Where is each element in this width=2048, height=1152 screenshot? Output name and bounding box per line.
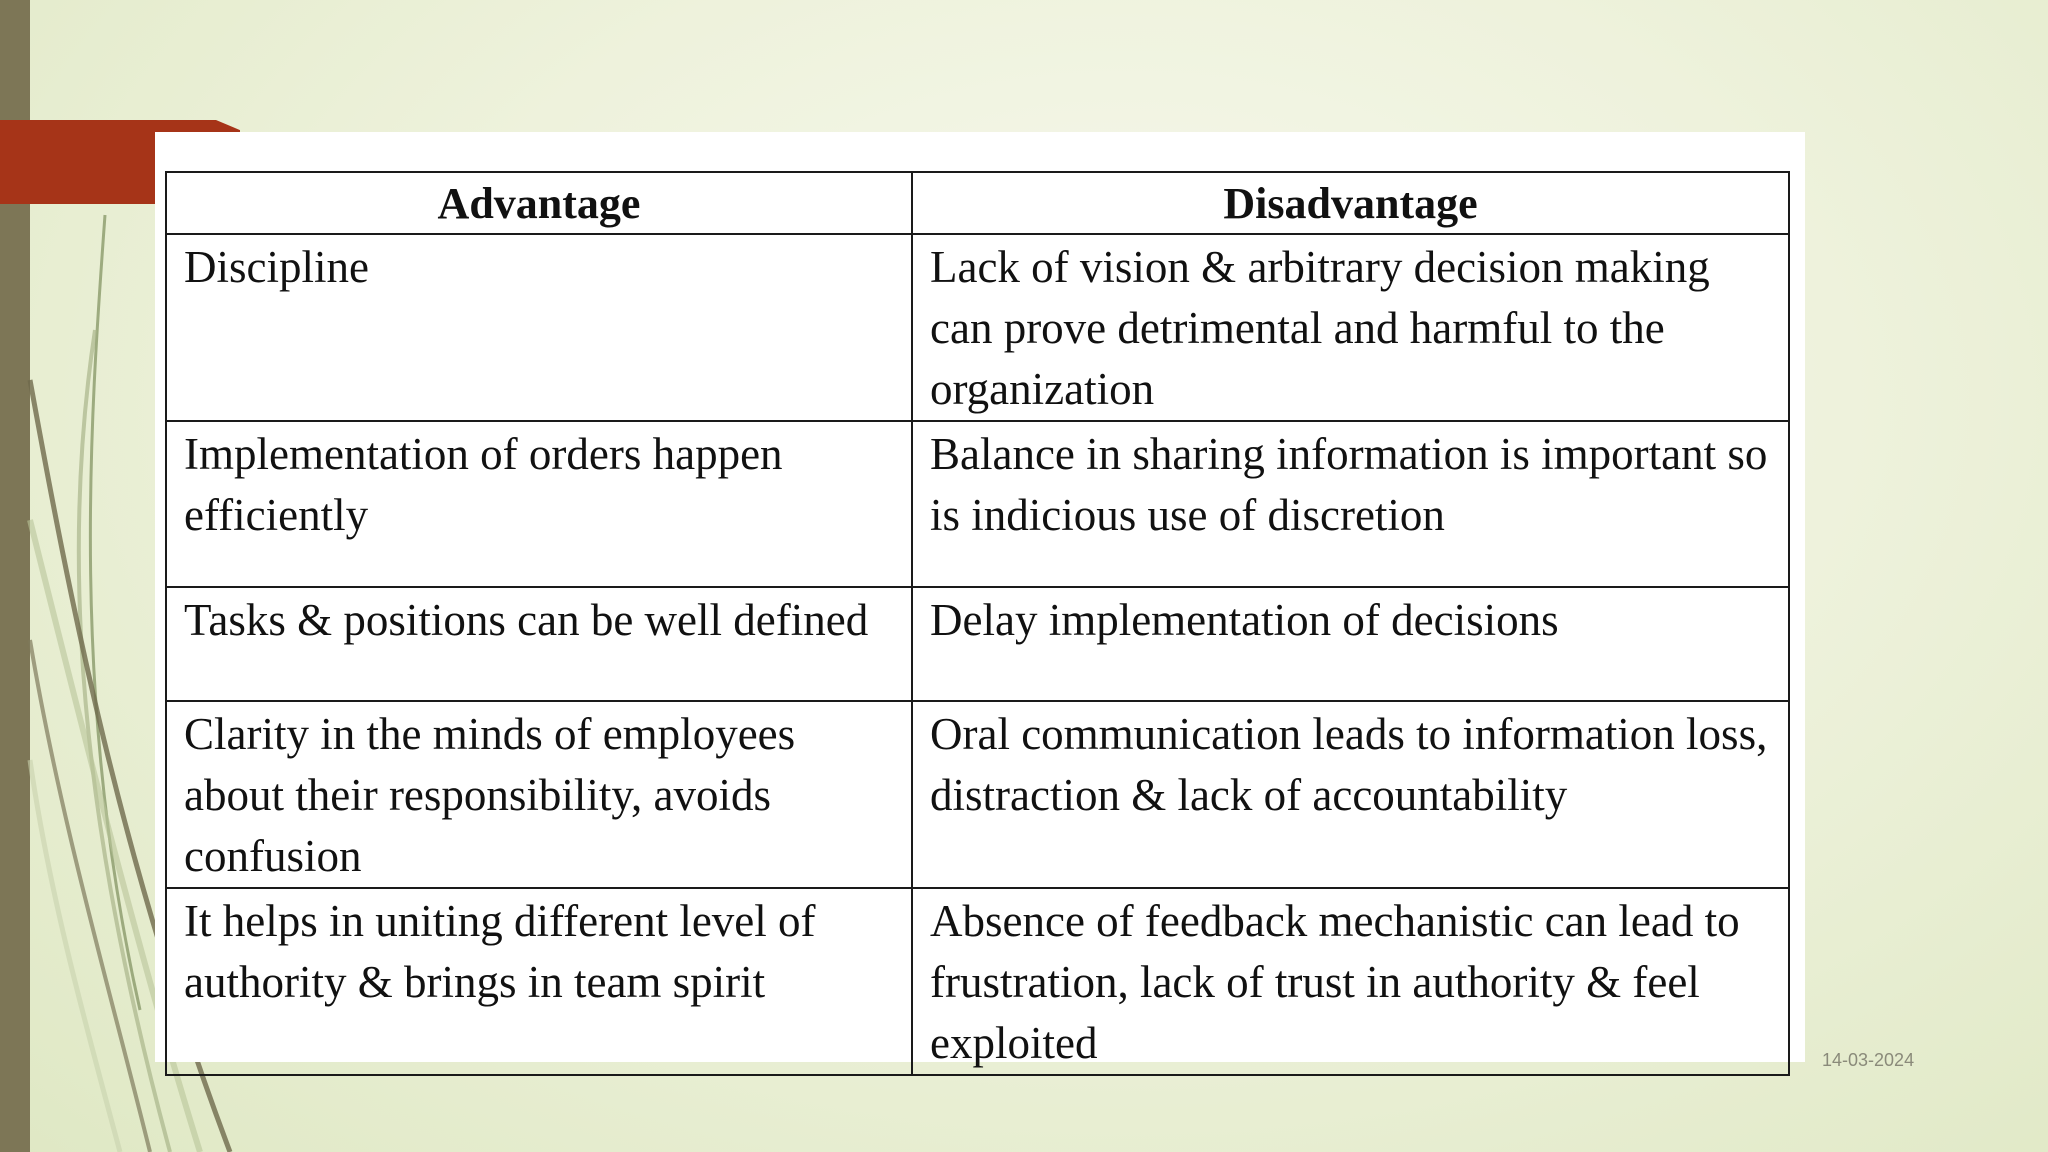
advantage-cell: Clarity in the minds of employees about their responsibility, avoids confusion [166,701,912,888]
header-advantage: Advantage [166,172,912,234]
table-row [166,701,1789,888]
disadvantage-cell: Absence of feedback mechanistic can lead to frustration, lack of trust in authority & feel exploited [912,888,1789,1075]
advantage-cell: Tasks & positions can be well defined [166,587,912,701]
advantage-cell: It helps in uniting different level of authority & brings in team spirit [166,888,912,1075]
disadvantage-cell: Balance in sharing information is important so is indicious use of discretion [912,421,1789,587]
table-row [166,234,1789,421]
header-row [166,172,1789,234]
disadvantage-cell: Delay implementation of decisions [912,587,1789,701]
disadvantage-cell: Lack of vision & arbitrary decision making can prove detrimental and harmful to the organization [912,234,1789,421]
table-row [166,421,1789,587]
table-row [166,888,1789,1075]
advantage-cell: Discipline [166,234,912,421]
advantage-cell: Implementation of orders happen efficiently [166,421,912,587]
slide-date: 14-03-2024 [1822,1050,1915,1070]
disadvantage-cell: Oral communication leads to information loss, distraction & lack of accountability [912,701,1789,888]
header-disadvantage: Disadvantage [912,172,1789,234]
table-row [166,587,1789,701]
table-image [155,132,1805,1068]
advantage-disadvantage-table [165,171,1790,1076]
